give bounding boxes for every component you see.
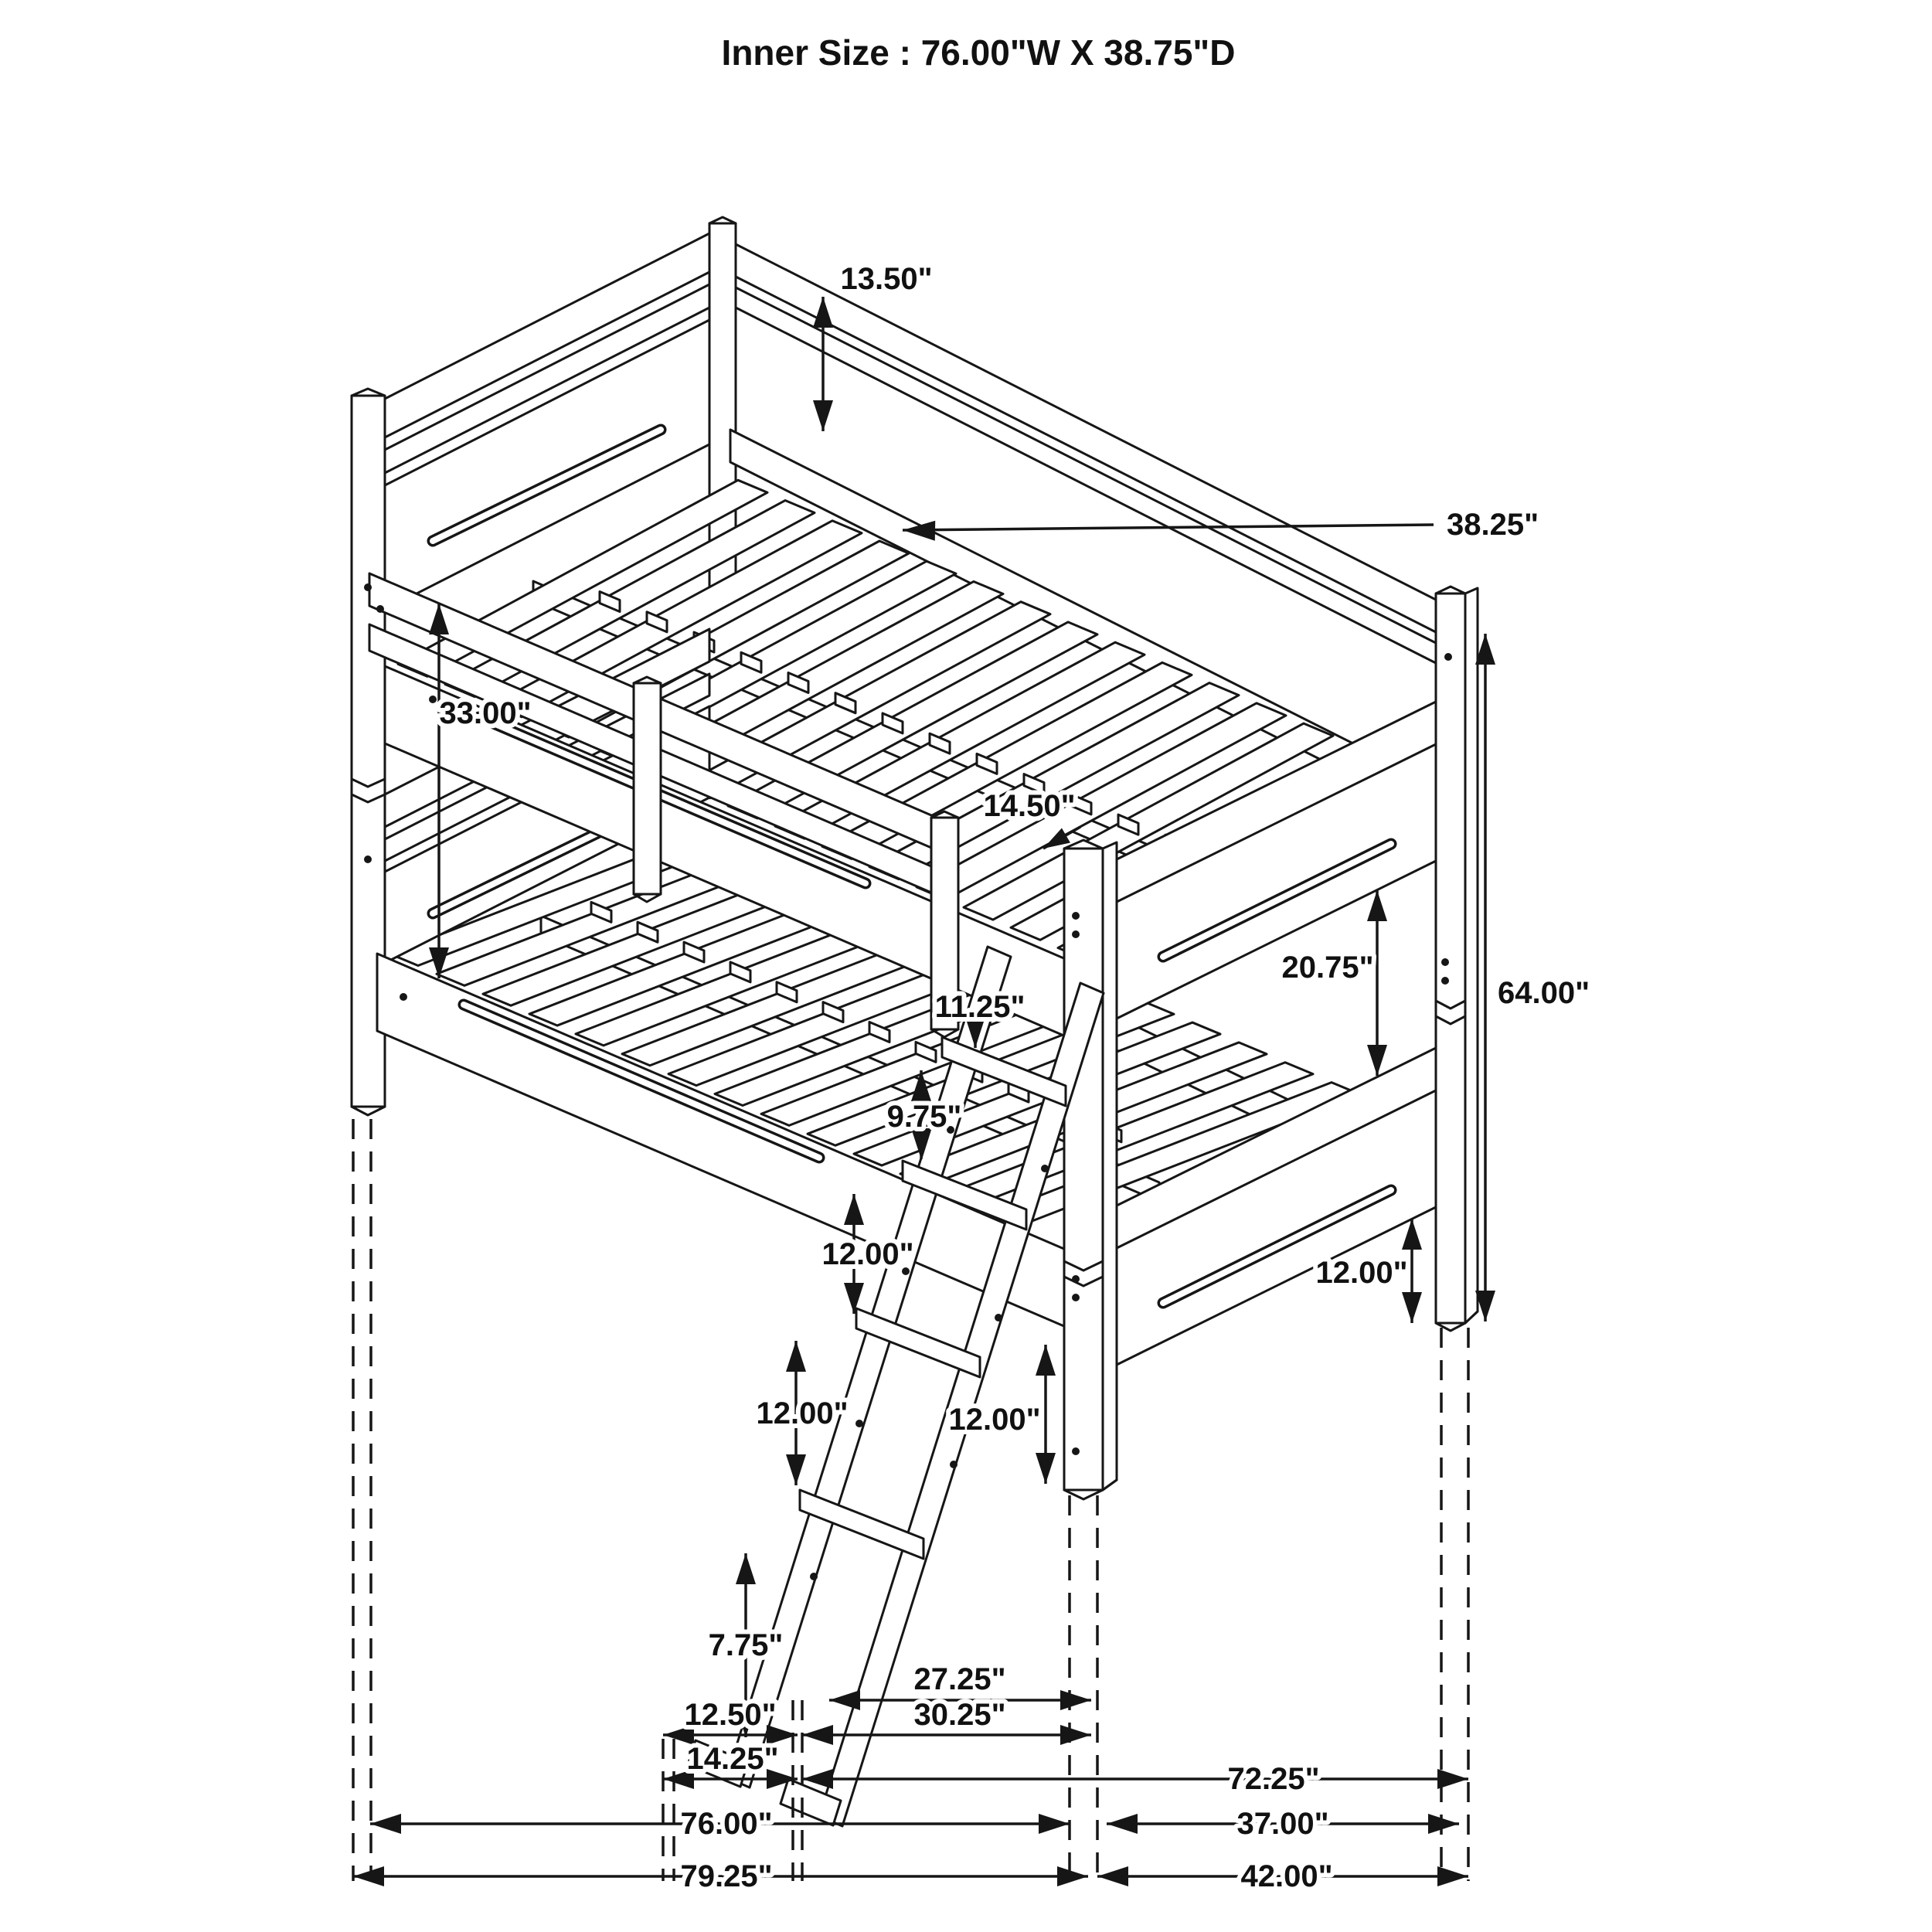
dim-ladder-foot-height: 7.75" [708, 1628, 784, 1662]
arrowhead [370, 1814, 401, 1834]
arrowhead [1437, 1769, 1468, 1789]
dim-ladder-feet-spread: 12.50" [684, 1698, 777, 1732]
dim-headboard-rail-height: 13.50" [840, 262, 933, 296]
arrowhead [1036, 1453, 1056, 1484]
right-front-post [1064, 840, 1117, 1499]
bolt-dot [995, 1314, 1002, 1321]
bolt-dot [1441, 977, 1449, 985]
bolt-dot [810, 1573, 818, 1580]
dim-overall-width: 79.25" [680, 1859, 773, 1893]
arrowhead [1060, 1725, 1091, 1745]
diagram-title: Inner Size : 76.00"W X 38.75"D [721, 32, 1236, 73]
arrowhead [736, 1553, 756, 1584]
arrowhead [1057, 1866, 1088, 1886]
dim-overall-depth: 42.00" [1240, 1859, 1333, 1893]
dim-ladder-opening: 14.50" [983, 789, 1076, 823]
dim-rung-spacing-mid: 12.00" [821, 1237, 914, 1271]
dim-ladder-foot-to-leg: 27.25" [913, 1662, 1006, 1696]
bolt-dot [1441, 958, 1449, 966]
bolt-dot [1444, 653, 1452, 661]
dim-inner-width: 76.00" [680, 1807, 773, 1841]
dim-footboard-leg-height: 12.00" [1315, 1256, 1408, 1290]
arrowhead [786, 1341, 806, 1372]
arrowhead [1402, 1292, 1422, 1323]
dim-rung-spacing-lower: 12.00" [756, 1396, 849, 1430]
bolt-dot [1072, 930, 1080, 938]
arrowhead [1428, 1814, 1459, 1834]
bolt-dot [1072, 1275, 1080, 1283]
bolt-dot [364, 855, 372, 863]
bolt-dot [400, 993, 407, 1001]
dim-frame-length-right: 72.25" [1227, 1762, 1320, 1796]
dim-guardrail-to-lower-rail: 33.00" [439, 696, 532, 730]
dim-overall-height: 64.00" [1498, 976, 1590, 1010]
dim-front-leg-height: 12.00" [948, 1403, 1041, 1437]
dim-ladder-outer-to-leg: 30.25" [913, 1698, 1006, 1732]
bolt-dot [1072, 1447, 1080, 1455]
arrowhead [1036, 1345, 1056, 1376]
arrowhead [802, 1725, 833, 1745]
dim-rung-spacing-top: 9.75" [886, 1100, 962, 1134]
bolt-dot [1041, 1165, 1049, 1172]
arrowhead [1367, 890, 1387, 921]
dim-ladder-rung-length: 11.25" [934, 990, 1026, 1024]
arrowhead [1107, 1814, 1138, 1834]
arrowhead [829, 1690, 860, 1710]
bolt-dot [376, 605, 384, 613]
bolt-dot [364, 583, 372, 591]
bolt-dot [1072, 1294, 1080, 1301]
dim-ladder-overall-spread: 14.25" [686, 1742, 779, 1776]
arrowhead [813, 400, 833, 431]
right-rear-post [1436, 587, 1478, 1331]
arrowhead [1367, 1045, 1387, 1076]
arrowhead [1039, 1814, 1070, 1834]
arrowhead [353, 1866, 384, 1886]
dim-inner-depth-right: 37.00" [1236, 1807, 1329, 1841]
arrowhead [1097, 1866, 1128, 1886]
dim-footboard-panel-gap: 20.75" [1281, 951, 1374, 985]
bolt-dot [950, 1461, 957, 1468]
arrowhead [1437, 1866, 1468, 1886]
bolt-dot [1072, 912, 1080, 920]
dim-slat-platform-depth: 38.25" [1447, 508, 1539, 542]
bolt-dot [855, 1420, 863, 1427]
arrowhead [1060, 1690, 1091, 1710]
bolt-dot [429, 696, 437, 703]
arrowhead [786, 1454, 806, 1485]
